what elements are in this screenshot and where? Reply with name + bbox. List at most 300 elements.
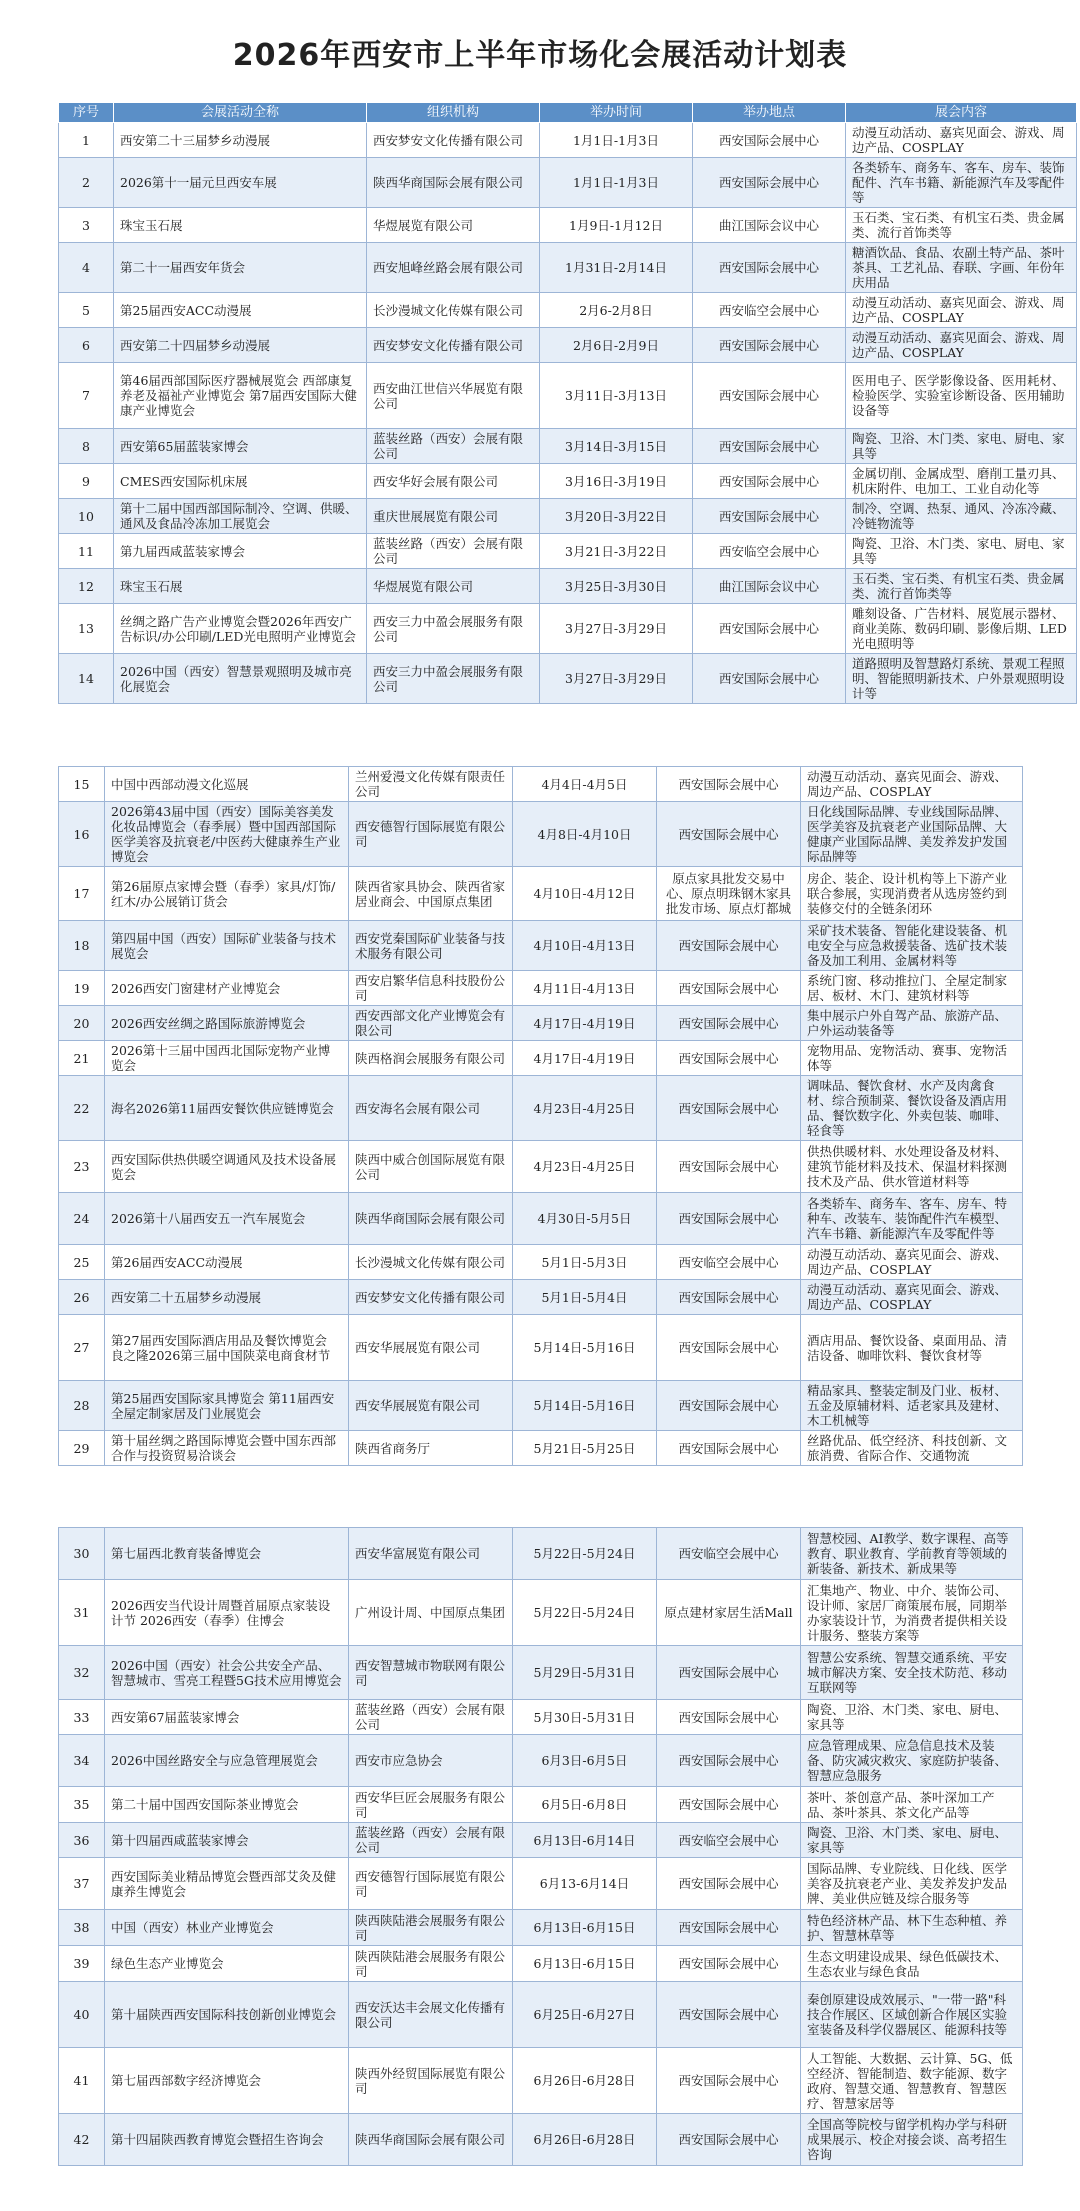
cell-no: 13 — [59, 604, 114, 654]
cell-time: 5月21日-5月25日 — [513, 1431, 657, 1466]
table-row — [59, 1041, 1023, 1076]
cell-no: 12 — [59, 569, 114, 604]
cell-venue: 西安国际会展中心 — [657, 1646, 801, 1700]
table-row — [59, 2114, 1023, 2166]
cell-time: 1月9日-1月12日 — [540, 208, 693, 243]
cell-no: 15 — [59, 767, 105, 802]
cell-time: 3月11日-3月13日 — [540, 363, 693, 429]
cell-no: 34 — [59, 1735, 105, 1787]
cell-name: 第十四届西咸蓝装家博会 — [105, 1823, 349, 1858]
cell-no: 29 — [59, 1431, 105, 1466]
cell-content: 应急管理成果、应急信息技术及装备、防灾减灾救灾、家庭防护装备、智慧应急服务 — [801, 1735, 1023, 1787]
cell-org: 西安启繁华信息科技股份公司 — [349, 971, 513, 1006]
cell-time: 1月1日-1月3日 — [540, 158, 693, 208]
table-row — [59, 1245, 1023, 1280]
schedule-table-part-2 — [58, 766, 1022, 1466]
table-row — [59, 1528, 1023, 1580]
cell-org: 西安曲江世信兴华展览有限公司 — [367, 363, 540, 429]
header-time: 举办时间 — [540, 103, 693, 123]
cell-no: 19 — [59, 971, 105, 1006]
cell-venue: 西安国际会展中心 — [693, 328, 846, 363]
cell-org: 陕西省商务厅 — [349, 1431, 513, 1466]
table-row — [59, 123, 1077, 158]
cell-time: 4月10日-4月12日 — [513, 867, 657, 921]
cell-name: CMES西安国际机床展 — [114, 464, 367, 499]
cell-org: 蓝装丝路（西安）会展有限公司 — [349, 1700, 513, 1735]
cell-venue: 西安国际会展中心 — [657, 1431, 801, 1466]
table-header-row — [59, 103, 1077, 123]
cell-content: 人工智能、大数据、云计算、5G、低空经济、智能制造、数字能源、数字政府、智慧交通、智慧教育、智慧医疗、智慧家居等 — [801, 2048, 1023, 2114]
cell-content: 金属切削、金属成型、磨削工量刃具、机床附件、电加工、工业自动化等 — [846, 464, 1077, 499]
table-row — [59, 158, 1077, 208]
table-row — [59, 1787, 1023, 1823]
cell-content: 酒店用品、餐饮设备、桌面用品、清洁设备、咖啡饮料、餐饮食材等 — [801, 1315, 1023, 1381]
cell-venue: 西安国际会展中心 — [657, 1858, 801, 1910]
cell-time: 4月17日-4月19日 — [513, 1041, 657, 1076]
cell-venue: 西安国际会展中心 — [693, 158, 846, 208]
cell-org: 陕西中威合创国际展览有限公司 — [349, 1141, 513, 1193]
table-row — [59, 534, 1077, 569]
table-row — [59, 1982, 1023, 2048]
table-row — [59, 604, 1077, 654]
cell-no: 31 — [59, 1580, 105, 1646]
cell-content: 雕刻设备、广告材料、展览展示器材、商业美陈、数码印刷、影像后期、LED光电照明等 — [846, 604, 1077, 654]
cell-org: 西安海名会展有限公司 — [349, 1076, 513, 1141]
cell-content: 智慧校园、AI教学、数字课程、高等教育、职业教育、学前教育等领域的新装备、新技术、新成果等 — [801, 1528, 1023, 1580]
table-row — [59, 243, 1077, 293]
cell-time: 6月3日-6月5日 — [513, 1735, 657, 1787]
cell-time: 6月13日-6月15日 — [513, 1946, 657, 1982]
cell-time: 2月6-2月8日 — [540, 293, 693, 328]
cell-venue: 西安临空会展中心 — [657, 1245, 801, 1280]
cell-venue: 西安国际会展中心 — [657, 1076, 801, 1141]
cell-org: 蓝装丝路（西安）会展有限公司 — [349, 1823, 513, 1858]
cell-venue: 西安国际会展中心 — [657, 1041, 801, 1076]
cell-org: 重庆世展展览有限公司 — [367, 499, 540, 534]
cell-org: 西安梦安文化传播有限公司 — [349, 1280, 513, 1315]
cell-content: 动漫互动活动、嘉宾见面会、游戏、周边产品、COSPLAY — [846, 123, 1077, 158]
cell-name: 西安第二十四届梦乡动漫展 — [114, 328, 367, 363]
cell-venue: 西安国际会展中心 — [657, 2114, 801, 2166]
cell-time: 6月5日-6月8日 — [513, 1787, 657, 1823]
cell-org: 西安沃达丰会展文化传播有限公司 — [349, 1982, 513, 2048]
cell-time: 3月27日-3月29日 — [540, 654, 693, 704]
cell-name: 珠宝玉石展 — [114, 569, 367, 604]
cell-content: 全国高等院校与留学机构办学与科研成果展示、校企对接会谈、高考招生咨询 — [801, 2114, 1023, 2166]
cell-venue: 西安国际会展中心 — [693, 429, 846, 464]
cell-time: 4月8日-4月10日 — [513, 802, 657, 867]
schedule-table-part-3 — [58, 1527, 1022, 2166]
cell-name: 2026西安门窗建材产业博览会 — [105, 971, 349, 1006]
table-row — [59, 1646, 1023, 1700]
cell-content: 智慧公安系统、智慧交通系统、平安城市解决方案、安全技术防范、移动互联网等 — [801, 1646, 1023, 1700]
cell-venue: 原点建材家居生活Mall — [657, 1580, 801, 1646]
table-row — [59, 1076, 1023, 1141]
table-row — [59, 1858, 1023, 1910]
cell-org: 西安梦安文化传播有限公司 — [367, 328, 540, 363]
cell-venue: 西安国际会展中心 — [693, 363, 846, 429]
cell-venue: 西安国际会展中心 — [657, 767, 801, 802]
table-row — [59, 1700, 1023, 1735]
cell-org: 华煜展览有限公司 — [367, 569, 540, 604]
cell-content: 陶瓷、卫浴、木门类、家电、厨电、家具等 — [801, 1700, 1023, 1735]
cell-no: 16 — [59, 802, 105, 867]
cell-venue: 曲江国际会议中心 — [693, 569, 846, 604]
table-row — [59, 328, 1077, 363]
cell-time: 6月13-6月14日 — [513, 1858, 657, 1910]
cell-org: 西安华富展览有限公司 — [349, 1528, 513, 1580]
cell-content: 日化线国际品牌、专业线国际品牌、医学美容及抗衰老产业国际品牌、大健康产业国际品牌、美发养发护发国际品牌等 — [801, 802, 1023, 867]
cell-venue: 西安国际会展中心 — [657, 921, 801, 971]
cell-venue: 西安国际会展中心 — [657, 1381, 801, 1431]
cell-org: 华煜展览有限公司 — [367, 208, 540, 243]
table-row — [59, 867, 1023, 921]
cell-org: 陕西华商国际会展有限公司 — [367, 158, 540, 208]
schedule-table — [58, 1527, 1023, 2166]
cell-time: 5月14日-5月16日 — [513, 1381, 657, 1431]
cell-venue: 西安国际会展中心 — [657, 1141, 801, 1193]
cell-time: 5月29日-5月31日 — [513, 1646, 657, 1700]
cell-no: 2 — [59, 158, 114, 208]
table-row — [59, 2048, 1023, 2114]
cell-venue: 曲江国际会议中心 — [693, 208, 846, 243]
page-title: 2026年西安市上半年市场化会展活动计划表 — [232, 38, 848, 73]
cell-venue: 西安国际会展中心 — [657, 1315, 801, 1381]
cell-time: 1月31日-2月14日 — [540, 243, 693, 293]
table-row — [59, 569, 1077, 604]
cell-name: 海名2026第11届西安餐饮供应链博览会 — [105, 1076, 349, 1141]
cell-org: 西安党秦国际矿业装备与技术服务有限公司 — [349, 921, 513, 971]
cell-content: 调味品、餐饮食材、水产及肉禽食材、综合预制菜、餐饮设备及酒店用品、餐饮数字化、外卖包装、咖啡、轻食等 — [801, 1076, 1023, 1141]
cell-org: 陕西陕陆港会展服务有限公司 — [349, 1946, 513, 1982]
cell-name: 2026第十一届元旦西安车展 — [114, 158, 367, 208]
cell-time: 5月22日-5月24日 — [513, 1528, 657, 1580]
cell-name: 2026中国（西安）社会公共安全产品、智慧城市、雪亮工程暨5G技术应用博览会 — [105, 1646, 349, 1700]
cell-no: 20 — [59, 1006, 105, 1041]
cell-name: 第九届西咸蓝装家博会 — [114, 534, 367, 569]
cell-content: 医用电子、医学影像设备、医用耗材、检验医学、实验室诊断设备、医用辅助设备等 — [846, 363, 1077, 429]
cell-venue: 西安国际会展中心 — [657, 971, 801, 1006]
cell-content: 糖酒饮品、食品、农副土特产品、茶叶茶具、工艺礼品、春联、字画、年份年庆用品 — [846, 243, 1077, 293]
cell-time: 2月6日-2月9日 — [540, 328, 693, 363]
cell-no: 33 — [59, 1700, 105, 1735]
cell-time: 4月23日-4月25日 — [513, 1076, 657, 1141]
cell-time: 3月20日-3月22日 — [540, 499, 693, 534]
cell-time: 5月22日-5月24日 — [513, 1580, 657, 1646]
table-row — [59, 363, 1077, 429]
cell-content: 茶叶、茶创意产品、茶叶深加工产品、茶叶茶具、茶文化产品等 — [801, 1787, 1023, 1823]
cell-venue: 西安临空会展中心 — [693, 534, 846, 569]
cell-org: 西安德智行国际展览有限公司 — [349, 802, 513, 867]
table-row — [59, 1006, 1023, 1041]
table-row — [59, 293, 1077, 328]
cell-no: 22 — [59, 1076, 105, 1141]
cell-content: 集中展示户外自驾产品、旅游产品、户外运动装备等 — [801, 1006, 1023, 1041]
table-row — [59, 1580, 1023, 1646]
cell-org: 兰州爱漫文化传媒有限责任公司 — [349, 767, 513, 802]
schedule-table — [58, 102, 1077, 704]
cell-org: 广州设计周、中国原点集团 — [349, 1580, 513, 1646]
cell-name: 第27届西安国际酒店用品及餐饮博览会 良之隆2026第三届中国陕菜电商食材节 — [105, 1315, 349, 1381]
cell-no: 7 — [59, 363, 114, 429]
table-row — [59, 1735, 1023, 1787]
cell-org: 蓝装丝路（西安）会展有限公司 — [367, 534, 540, 569]
cell-no: 30 — [59, 1528, 105, 1580]
cell-org: 陕西华商国际会展有限公司 — [349, 2114, 513, 2166]
cell-venue: 西安国际会展中心 — [657, 1280, 801, 1315]
cell-org: 长沙漫城文化传媒有限公司 — [367, 293, 540, 328]
cell-name: 西安国际美业精品博览会暨西部艾灸及健康养生博览会 — [105, 1858, 349, 1910]
cell-name: 第四届中国（西安）国际矿业装备与技术展览会 — [105, 921, 349, 971]
cell-org: 西安华展展览有限公司 — [349, 1381, 513, 1431]
cell-content: 供热供暖材料、水处理设备及材料、建筑节能材料及技术、保温材料探测技术及产品、供水管道材料等 — [801, 1141, 1023, 1193]
cell-content: 采矿技术装备、智能化建设装备、机电安全与应急救援装备、选矿技术装备及加工利用、金属材料等 — [801, 921, 1023, 971]
cell-no: 24 — [59, 1193, 105, 1245]
cell-content: 房企、装企、设计机构等上下游产业联合参展，实现消费者从选房签约到装修交付的全链条闭环 — [801, 867, 1023, 921]
cell-no: 35 — [59, 1787, 105, 1823]
cell-venue: 西安国际会展中心 — [693, 123, 846, 158]
cell-time: 3月14日-3月15日 — [540, 429, 693, 464]
cell-name: 第25届西安ACC动漫展 — [114, 293, 367, 328]
cell-org: 长沙漫城文化传媒有限公司 — [349, 1245, 513, 1280]
header-name: 会展活动全称 — [114, 103, 367, 123]
cell-no: 26 — [59, 1280, 105, 1315]
cell-venue: 原点家具批发交易中心、原点明珠钢木家具批发市场、原点灯都城 — [657, 867, 801, 921]
cell-name: 2026第十八届西安五一汽车展览会 — [105, 1193, 349, 1245]
cell-name: 西安第67届蓝装家博会 — [105, 1700, 349, 1735]
table-row — [59, 208, 1077, 243]
cell-content: 道路照明及智慧路灯系统、景观工程照明、智能照明新技术、户外景观照明设计等 — [846, 654, 1077, 704]
cell-no: 6 — [59, 328, 114, 363]
cell-no: 39 — [59, 1946, 105, 1982]
cell-venue: 西安国际会展中心 — [657, 1193, 801, 1245]
cell-org: 西安华展展览有限公司 — [349, 1315, 513, 1381]
table-row — [59, 971, 1023, 1006]
cell-name: 第26届西安ACC动漫展 — [105, 1245, 349, 1280]
cell-time: 6月26日-6月28日 — [513, 2048, 657, 2114]
cell-venue: 西安国际会展中心 — [657, 1910, 801, 1946]
cell-org: 陕西格润会展服务有限公司 — [349, 1041, 513, 1076]
cell-org: 西安华巨匠会展服务有限公司 — [349, 1787, 513, 1823]
cell-time: 4月10日-4月13日 — [513, 921, 657, 971]
cell-content: 玉石类、宝石类、有机宝石类、贵金属类、流行首饰类等 — [846, 569, 1077, 604]
cell-content: 系统门窗、移动推拉门、全屋定制家居、板材、木门、建筑材料等 — [801, 971, 1023, 1006]
cell-name: 第46届西部国际医疗器械展览会 西部康复养老及福祉产业博览会 第7届西安国际大健康产业博览会 — [114, 363, 367, 429]
cell-org: 陕西华商国际会展有限公司 — [349, 1193, 513, 1245]
cell-name: 西安国际供热供暖空调通风及技术设备展览会 — [105, 1141, 349, 1193]
table-row — [59, 1823, 1023, 1858]
cell-name: 西安第二十五届梦乡动漫展 — [105, 1280, 349, 1315]
cell-time: 5月1日-5月3日 — [513, 1245, 657, 1280]
cell-no: 8 — [59, 429, 114, 464]
cell-name: 第26届原点家博会暨（春季）家具/灯饰/红木/办公展销订货会 — [105, 867, 349, 921]
cell-org: 西安华好会展有限公司 — [367, 464, 540, 499]
cell-name: 2026第十三届中国西北国际宠物产业博览会 — [105, 1041, 349, 1076]
cell-no: 10 — [59, 499, 114, 534]
cell-name: 第七届西北教育装备博览会 — [105, 1528, 349, 1580]
cell-venue: 西安国际会展中心 — [693, 654, 846, 704]
cell-org: 陕西省家具协会、陕西省家居业商会、中国原点集团 — [349, 867, 513, 921]
cell-name: 2026第43届中国（西安）国际美容美发化妆品博览会（春季展）暨中国西部国际医学美容及抗衰老/中医药大健康养生产业博览会 — [105, 802, 349, 867]
cell-no: 32 — [59, 1646, 105, 1700]
cell-time: 4月30日-5月5日 — [513, 1193, 657, 1245]
cell-time: 5月30日-5月31日 — [513, 1700, 657, 1735]
cell-venue: 西安国际会展中心 — [657, 1006, 801, 1041]
cell-venue: 西安临空会展中心 — [657, 1528, 801, 1580]
cell-org: 西安梦安文化传播有限公司 — [367, 123, 540, 158]
cell-no: 17 — [59, 867, 105, 921]
cell-name: 第十届丝绸之路国际博览会暨中国东西部合作与投资贸易洽谈会 — [105, 1431, 349, 1466]
cell-name: 第25届西安国际家具博览会 第11届西安全屋定制家居及门业展览会 — [105, 1381, 349, 1431]
cell-content: 精品家具、整装定制及门业、板材、五金及原辅材料、适老家具及建材、木工机械等 — [801, 1381, 1023, 1431]
cell-content: 特色经济林产品、林下生态种植、养护、智慧林草等 — [801, 1910, 1023, 1946]
cell-time: 6月13日-6月14日 — [513, 1823, 657, 1858]
cell-org: 西安西部文化产业博览会有限公司 — [349, 1006, 513, 1041]
cell-no: 21 — [59, 1041, 105, 1076]
cell-name: 第十四届陕西教育博览会暨招生咨询会 — [105, 2114, 349, 2166]
schedule-table-part-1 — [58, 102, 1067, 704]
cell-org: 蓝装丝路（西安）会展有限公司 — [367, 429, 540, 464]
cell-time: 4月17日-4月19日 — [513, 1006, 657, 1041]
cell-content: 陶瓷、卫浴、木门类、家电、厨电、家具等 — [801, 1823, 1023, 1858]
cell-name: 2026中国丝路安全与应急管理展览会 — [105, 1735, 349, 1787]
cell-no: 41 — [59, 2048, 105, 2114]
cell-time: 4月23日-4月25日 — [513, 1141, 657, 1193]
cell-no: 40 — [59, 1982, 105, 2048]
table-row — [59, 1431, 1023, 1466]
cell-no: 5 — [59, 293, 114, 328]
cell-venue: 西安国际会展中心 — [657, 1946, 801, 1982]
cell-name: 中国中西部动漫文化巡展 — [105, 767, 349, 802]
cell-content: 动漫互动活动、嘉宾见面会、游戏、周边产品、COSPLAY — [846, 293, 1077, 328]
cell-content: 动漫互动活动、嘉宾见面会、游戏、周边产品、COSPLAY — [801, 1280, 1023, 1315]
table-row — [59, 921, 1023, 971]
cell-time: 3月25日-3月30日 — [540, 569, 693, 604]
cell-venue: 西安国际会展中心 — [657, 1700, 801, 1735]
cell-org: 西安三力中盈会展服务有限公司 — [367, 604, 540, 654]
cell-time: 5月1日-5月4日 — [513, 1280, 657, 1315]
cell-no: 14 — [59, 654, 114, 704]
cell-venue: 西安国际会展中心 — [657, 1735, 801, 1787]
cell-no: 25 — [59, 1245, 105, 1280]
cell-content: 陶瓷、卫浴、木门类、家电、厨电、家具等 — [846, 534, 1077, 569]
cell-time: 4月11日-4月13日 — [513, 971, 657, 1006]
cell-venue: 西安国际会展中心 — [693, 243, 846, 293]
cell-content: 汇集地产、物业、中介、装饰公司、设计师、家居厂商策展布展，同期举办家装设计节，为消费者提供相关设计服务、整装方案等 — [801, 1580, 1023, 1646]
table-row — [59, 1946, 1023, 1982]
cell-name: 2026中国（西安）智慧景观照明及城市亮化展览会 — [114, 654, 367, 704]
cell-name: 2026西安丝绸之路国际旅游博览会 — [105, 1006, 349, 1041]
cell-time: 5月14日-5月16日 — [513, 1315, 657, 1381]
cell-time: 3月16日-3月19日 — [540, 464, 693, 499]
table-row — [59, 1193, 1023, 1245]
header-org: 组织机构 — [367, 103, 540, 123]
cell-no: 11 — [59, 534, 114, 569]
cell-name: 西安第二十三届梦乡动漫展 — [114, 123, 367, 158]
cell-name: 丝绸之路广告产业博览会暨2026年西安广告标识/办公印刷/LED光电照明产业博览会 — [114, 604, 367, 654]
cell-time: 6月25日-6月27日 — [513, 1982, 657, 2048]
table-row — [59, 1315, 1023, 1381]
cell-org: 陕西陕陆港会展服务有限公司 — [349, 1910, 513, 1946]
cell-content: 各类轿车、商务车、客车、房车、装饰配件、汽车书籍、新能源汽车及零配件等 — [846, 158, 1077, 208]
cell-content: 制冷、空调、热泵、通风、冷冻冷藏、冷链物流等 — [846, 499, 1077, 534]
cell-time: 3月27日-3月29日 — [540, 604, 693, 654]
cell-content: 动漫互动活动、嘉宾见面会、游戏、周边产品、COSPLAY — [801, 1245, 1023, 1280]
cell-venue: 西安国际会展中心 — [657, 802, 801, 867]
cell-org: 西安旭峰丝路会展有限公司 — [367, 243, 540, 293]
cell-venue: 西安国际会展中心 — [657, 2048, 801, 2114]
table-row — [59, 654, 1077, 704]
cell-name: 第七届西部数字经济博览会 — [105, 2048, 349, 2114]
cell-no: 28 — [59, 1381, 105, 1431]
cell-venue: 西安国际会展中心 — [657, 1982, 801, 2048]
cell-no: 18 — [59, 921, 105, 971]
cell-no: 36 — [59, 1823, 105, 1858]
cell-name: 第二十一届西安年货会 — [114, 243, 367, 293]
cell-org: 西安德智行国际展览有限公司 — [349, 1858, 513, 1910]
cell-name: 第二十届中国西安国际茶业博览会 — [105, 1787, 349, 1823]
cell-venue: 西安临空会展中心 — [693, 293, 846, 328]
cell-content: 丝路优品、低空经济、科技创新、文旅消费、省际合作、交通物流 — [801, 1431, 1023, 1466]
cell-content: 宠物用品、宠物活动、赛事、宠物活体等 — [801, 1041, 1023, 1076]
cell-venue: 西安国际会展中心 — [693, 604, 846, 654]
cell-no: 1 — [59, 123, 114, 158]
schedule-table — [58, 766, 1023, 1466]
cell-content: 秦创原建设成效展示、"一带一路"科技合作展区、区域创新合作展区实验室装备及科学仪器展区、能源科技等 — [801, 1982, 1023, 2048]
cell-venue: 西安临空会展中心 — [657, 1823, 801, 1858]
cell-venue: 西安国际会展中心 — [693, 499, 846, 534]
cell-name: 2026西安当代设计周暨首届原点家装设计节 2026西安（春季）住博会 — [105, 1580, 349, 1646]
header-content: 展会内容 — [846, 103, 1077, 123]
cell-no: 23 — [59, 1141, 105, 1193]
cell-no: 38 — [59, 1910, 105, 1946]
cell-no: 9 — [59, 464, 114, 499]
cell-org: 西安市应急协会 — [349, 1735, 513, 1787]
header-venue: 举办地点 — [693, 103, 846, 123]
cell-org: 陕西外经贸国际展览有限公司 — [349, 2048, 513, 2114]
cell-venue: 西安国际会展中心 — [693, 464, 846, 499]
header-no: 序号 — [59, 103, 114, 123]
table-row — [59, 1280, 1023, 1315]
cell-content: 玉石类、宝石类、有机宝石类、贵金属类、流行首饰类等 — [846, 208, 1077, 243]
cell-time: 6月26日-6月28日 — [513, 2114, 657, 2166]
cell-no: 37 — [59, 1858, 105, 1910]
cell-name: 第十届陕西西安国际科技创新创业博览会 — [105, 1982, 349, 2048]
cell-venue: 西安国际会展中心 — [657, 1787, 801, 1823]
cell-no: 3 — [59, 208, 114, 243]
cell-time: 1月1日-1月3日 — [540, 123, 693, 158]
table-row — [59, 1381, 1023, 1431]
cell-name: 绿色生态产业博览会 — [105, 1946, 349, 1982]
cell-content: 各类轿车、商务车、客车、房车、特种车、改装车、装饰配件汽车模型、汽车书籍、新能源汽车及零配件等 — [801, 1193, 1023, 1245]
cell-org: 西安智慧城市物联网有限公司 — [349, 1646, 513, 1700]
table-row — [59, 767, 1023, 802]
cell-name: 珠宝玉石展 — [114, 208, 367, 243]
cell-time: 3月21日-3月22日 — [540, 534, 693, 569]
cell-no: 27 — [59, 1315, 105, 1381]
cell-content: 国际品牌、专业院线、日化线、医学美容及抗衰老产业、美发养发护发品牌、美业供应链及综合服务等 — [801, 1858, 1023, 1910]
cell-content: 动漫互动活动、嘉宾见面会、游戏、周边产品、COSPLAY — [801, 767, 1023, 802]
table-row — [59, 802, 1023, 867]
table-row — [59, 499, 1077, 534]
cell-org: 西安三力中盈会展服务有限公司 — [367, 654, 540, 704]
cell-time: 4月4日-4月5日 — [513, 767, 657, 802]
cell-name: 第十二届中国西部国际制冷、空调、供暖、通风及食品冷冻加工展览会 — [114, 499, 367, 534]
cell-name: 西安第65届蓝装家博会 — [114, 429, 367, 464]
cell-time: 6月13日-6月15日 — [513, 1910, 657, 1946]
table-row — [59, 429, 1077, 464]
cell-name: 中国（西安）林业产业博览会 — [105, 1910, 349, 1946]
